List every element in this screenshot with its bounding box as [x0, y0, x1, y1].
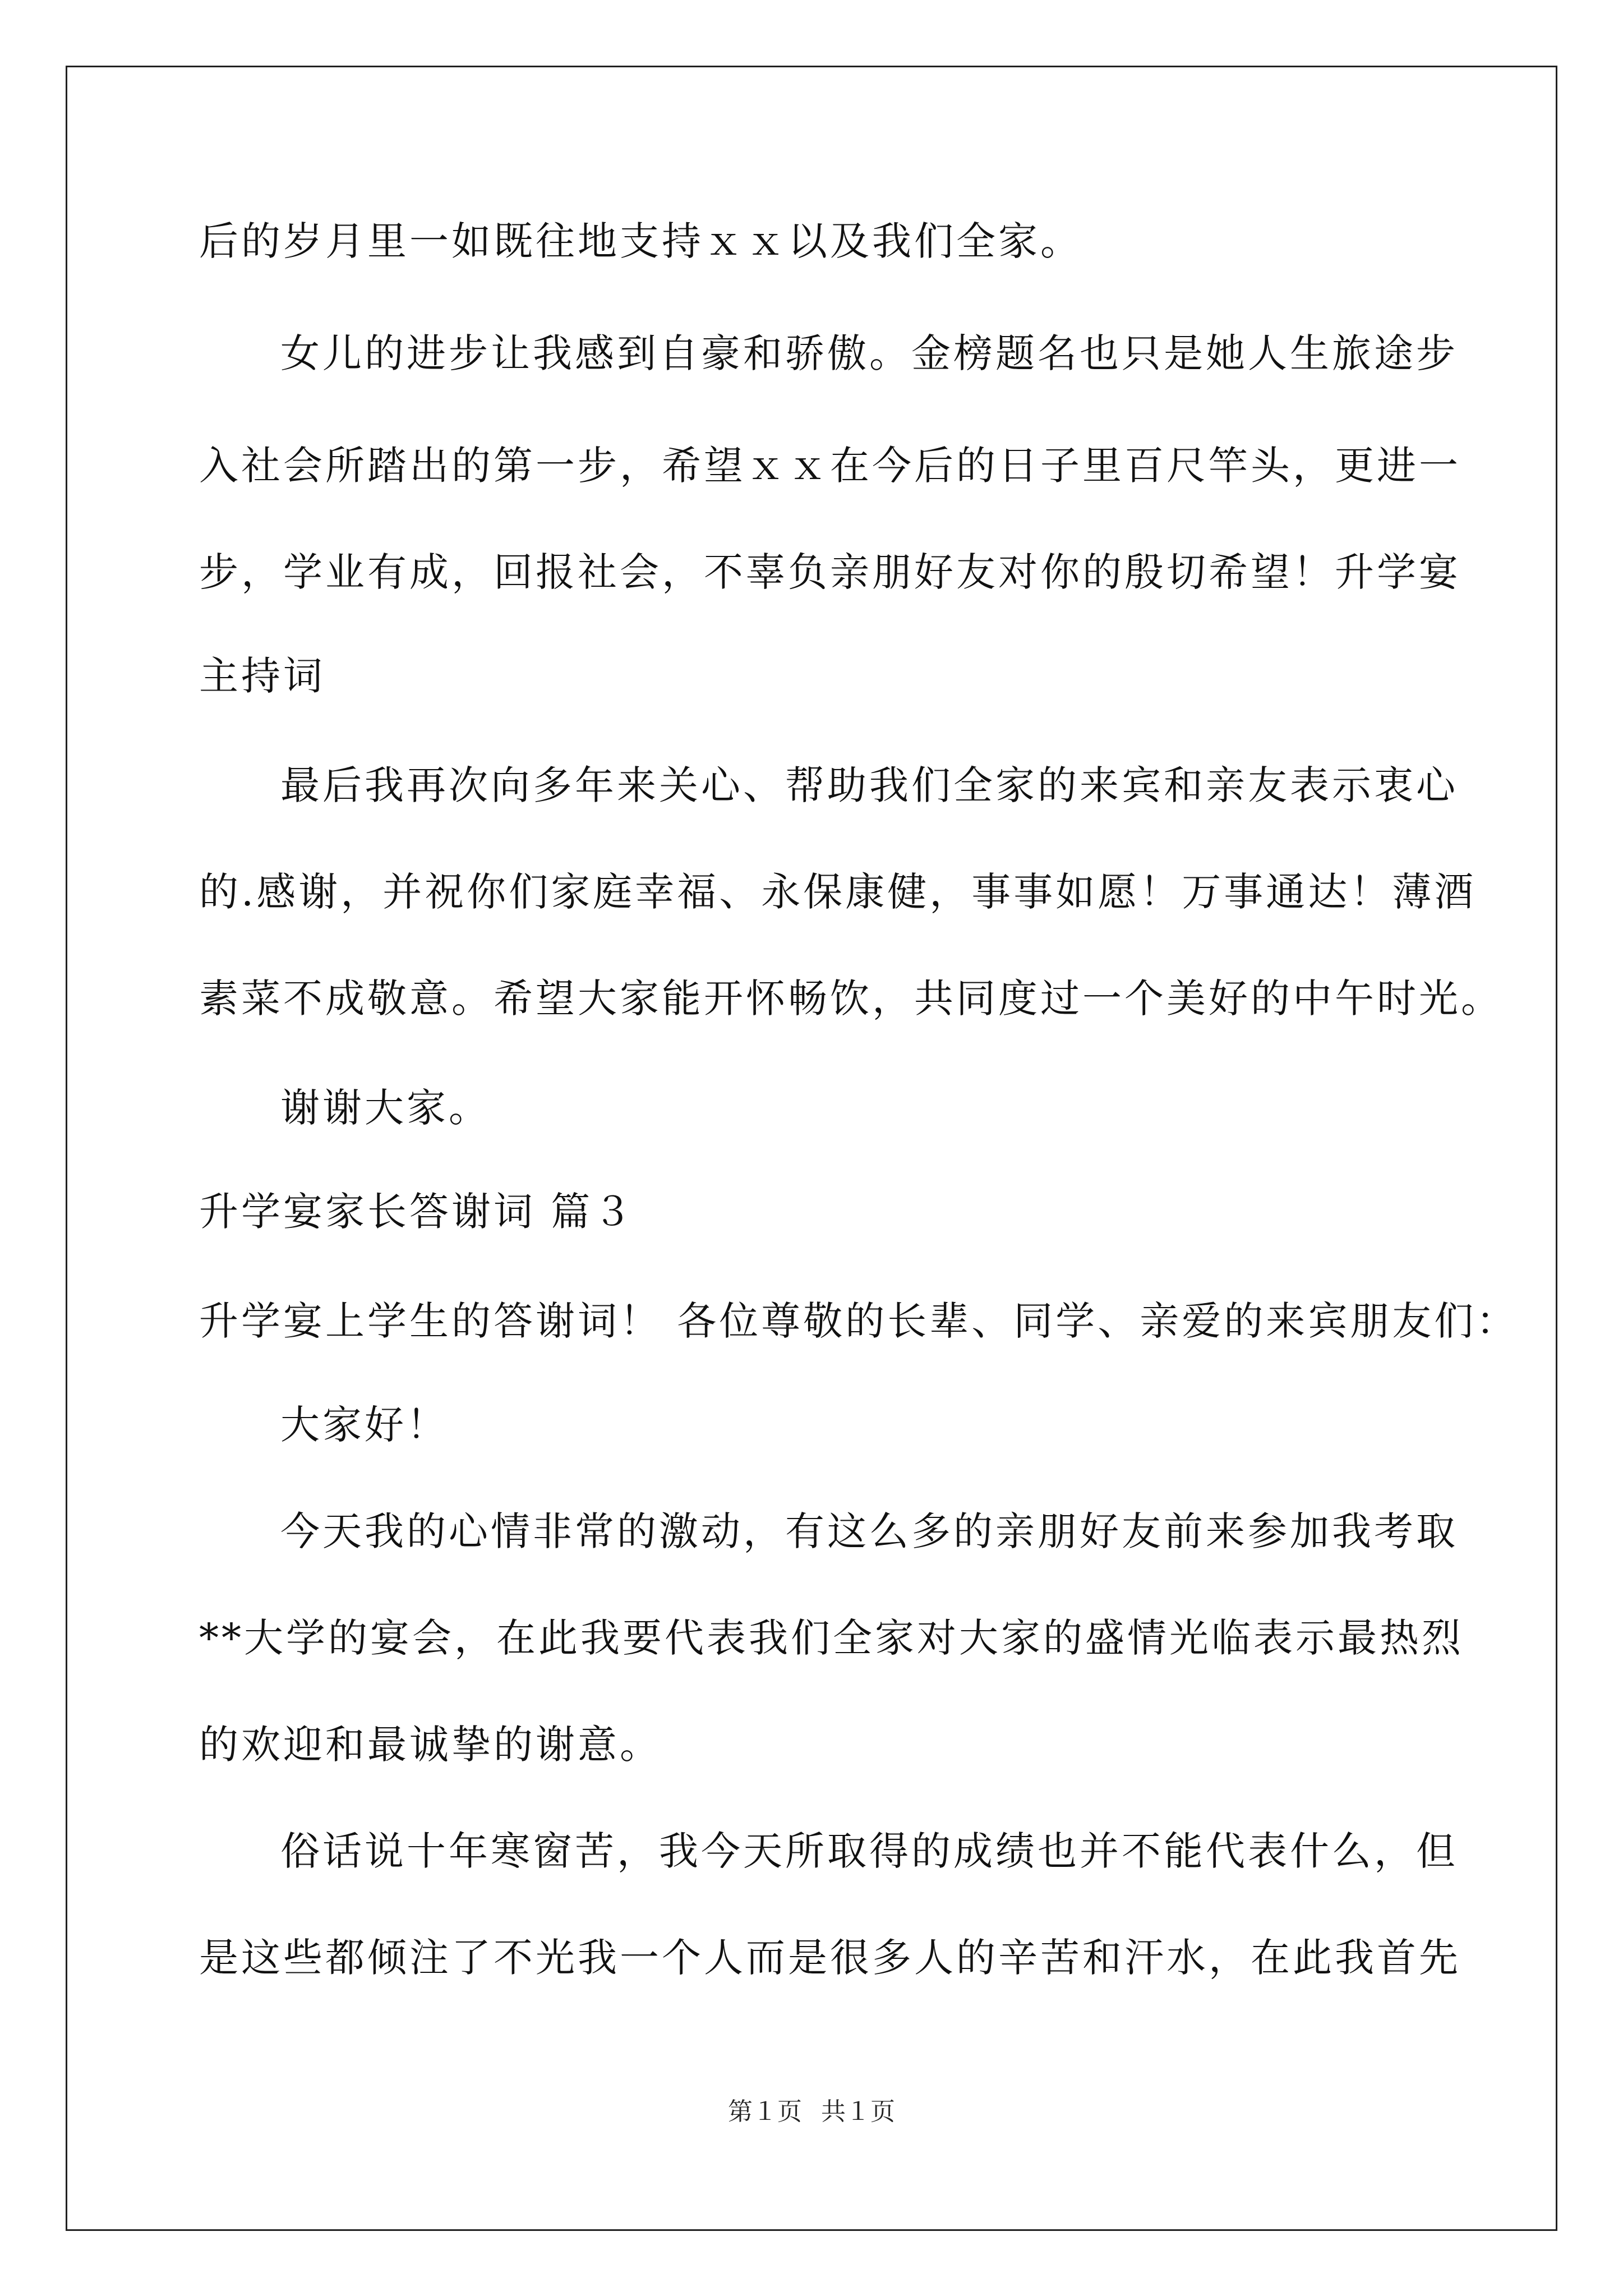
- body-line-5: 主持词: [199, 653, 325, 699]
- body-line-4: 步，学业有成，回报社会，不辜负亲朋好友对你的殷切希望！升学宴: [199, 549, 1461, 595]
- body-line-2: 女儿的进步让我感到自豪和骄傲。金榜题名也只是她人生旅途步: [280, 330, 1458, 376]
- body-line-16: 俗话说十年寒窗苦，我今天所取得的成绩也并不能代表什么，但: [280, 1828, 1458, 1874]
- body-line-6: 最后我再次向多年来关心、帮助我们全家的来宾和亲友表示衷心: [280, 762, 1458, 808]
- body-line-17: 是这些都倾注了不光我一个人而是很多人的辛苦和汗水，在此我首先: [199, 1935, 1461, 1981]
- body-line-11: 升学宴上学生的答谢词！ 各位尊敬的长辈、同学、亲爱的来宾朋友们：: [199, 1298, 1519, 1344]
- page-number: 第１页: [728, 2097, 802, 2126]
- page-footer: [0, 2095, 1623, 2129]
- body-line-15: 的欢迎和最诚挚的谢意。: [199, 1722, 662, 1768]
- page-total: 共１页: [821, 2097, 895, 2126]
- body-line-3: 入社会所踏出的第一步，希望ｘｘ在今后的日子里百尺竿头，更进一: [199, 443, 1461, 489]
- page-frame: [66, 66, 1557, 2231]
- body-line-7: 的.感谢，并祝你们家庭幸福、永保康健，事事如愿！万事通达！薄酒: [199, 869, 1477, 915]
- body-line-9: 谢谢大家。: [280, 1085, 491, 1131]
- body-line-14: **大学的宴会，在此我要代表我们全家对大家的盛情光临表示最热烈: [199, 1615, 1464, 1661]
- body-line-8: 素菜不成敬意。希望大家能开怀畅饮，共同度过一个美好的中午时光。: [199, 976, 1503, 1022]
- body-line-1: 后的岁月里一如既往地支持ｘｘ以及我们全家。: [199, 218, 1082, 264]
- section-heading: 升学宴家长答谢词 篇３: [199, 1189, 635, 1235]
- body-line-13: 今天我的心情非常的激动，有这么多的亲朋好友前来参加我考取: [280, 1508, 1458, 1554]
- body-line-12: 大家好！: [280, 1402, 449, 1448]
